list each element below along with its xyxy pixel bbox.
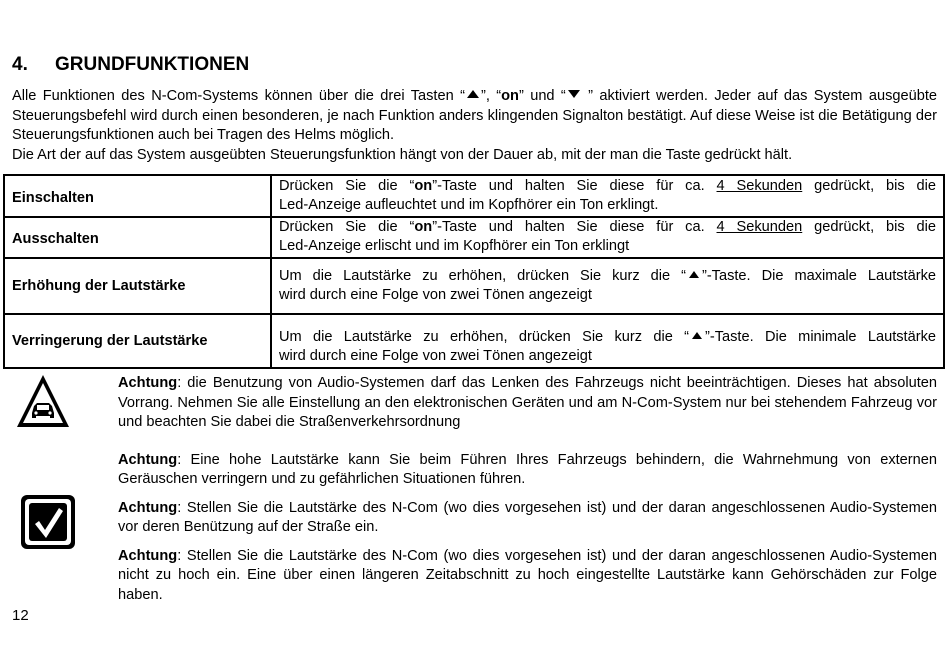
checkmark-box-icon bbox=[20, 494, 76, 550]
warnings bbox=[118, 374, 937, 614]
up-arrow-icon bbox=[467, 90, 479, 98]
table-row bbox=[4, 217, 944, 258]
function-description: Drücken Sie die “on”-Taste und halten Sie diese für ca. 4 Sekunden gedrückt, bis die Led-Anzeige aufleuchtet und im Kopfhörer ein Ton erklingt. bbox=[271, 175, 944, 217]
function-label: Verringerung der Lautstärke bbox=[4, 314, 271, 368]
intro-paragraph-2: Die Art der auf das System ausgeübten Steuerungsfunktion hängt von der Dauer ab, mit der man die Taste gedrückt hält. bbox=[12, 146, 793, 163]
intro-text bbox=[12, 87, 937, 165]
intro-paragraph-1 bbox=[12, 87, 937, 146]
page-number: 12 bbox=[12, 607, 29, 624]
intro-p1-part-a: Alle Funktionen des N-Com-Systems können über die drei Tasten “ bbox=[12, 88, 465, 104]
function-description: Um die Lautstärke zu erhöhen, drücken Sie kurz die “ ”-Taste. Die minimale Lautstärke wird durch eine Folge von zwei Tönen angezeigt bbox=[271, 314, 944, 368]
car-road-sign-icon bbox=[15, 373, 71, 429]
warning-paragraph: Achtung: Stellen Sie die Lautstärke des N-Com (wo dies vorgesehen ist) und der daran angeschlossenen Audio-Systemen vor deren Benützung auf der Straße ein. bbox=[118, 499, 937, 535]
function-label: Einschalten bbox=[4, 175, 271, 217]
section-heading bbox=[12, 54, 249, 76]
warning-paragraph: Achtung: die Benutzung von Audio-Systemen darf das Lenken des Fahrzeugs nicht beeinträchtigen. Dieses hat absoluten Vorrang. Nehmen Sie alle Einstellung an den elektronischen Geräten und am N-Com-System nur bei stehendem Fahrzeug vor und beachten Sie dabei die Straßenverkehrsordnung bbox=[118, 375, 937, 430]
table-row bbox=[4, 314, 944, 368]
function-label: Ausschalten bbox=[4, 217, 271, 258]
functions-table bbox=[3, 174, 945, 369]
section-title: GRUNDFUNKTIONEN bbox=[55, 54, 250, 75]
intro-p1-part-d: ” aktiviert werden. Jeder auf das System ausgeübte Steuerungsbefehl wird durch einen besonderen, je nach Funktion anders klingenden Signalton bestätigt. Auf diese Weise ist die Betätigung der Steuerungsfunktionen auch bei Tragen des Helms möglich. bbox=[12, 88, 937, 143]
down-arrow-icon bbox=[568, 90, 580, 98]
up-arrow-icon bbox=[692, 332, 702, 339]
table-row bbox=[4, 258, 944, 314]
intro-p1-part-c: ” und “ bbox=[518, 88, 566, 104]
warning-paragraph: Achtung: Eine hohe Lautstärke kann Sie beim Führen Ihres Fahrzeugs behindern, die Wahrnehmung von externen Geräuschen verringern und zu gefährlichen Situationen führen. bbox=[118, 451, 937, 487]
function-description: Drücken Sie die “on”-Taste und halten Sie diese für ca. 4 Sekunden gedrückt, bis die Led-Anzeige erlischt und im Kopfhörer ein Ton erklingt bbox=[271, 217, 944, 258]
function-description: Um die Lautstärke zu erhöhen, drücken Sie kurz die “ ”-Taste. Die maximale Lautstärke wird durch eine Folge von zwei Tönen angezeigt bbox=[271, 258, 944, 314]
section-number: 4. bbox=[12, 54, 28, 75]
intro-p1-part-b: ”, “ bbox=[480, 88, 502, 104]
up-arrow-icon bbox=[689, 271, 699, 278]
on-key-label: on bbox=[501, 88, 519, 104]
function-label: Erhöhung der Lautstärke bbox=[4, 258, 271, 314]
warning-paragraph: Achtung: Stellen Sie die Lautstärke des N-Com (wo dies vorgesehen ist) und der daran angeschlossenen Audio-Systemen nicht zu hoch ein. Eine über einen längeren Zeitabschnitt zu hoch eingestellte Lautstärke kann Gehörschäden zur Folge haben. bbox=[118, 547, 937, 603]
table-row bbox=[4, 175, 944, 217]
